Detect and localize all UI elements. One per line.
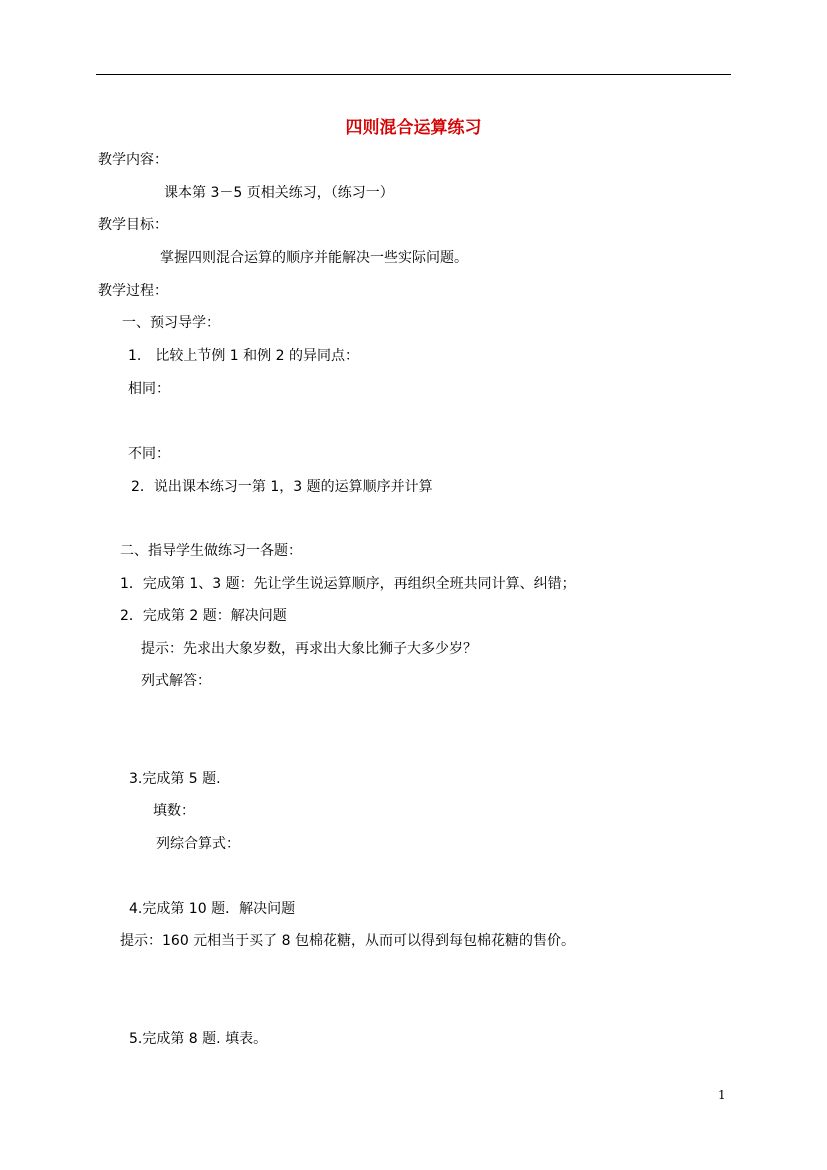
section-heading-content: 教学内容： (98, 152, 168, 168)
label-solve: 列式解答： (141, 673, 211, 689)
page-number: 1 (718, 1088, 726, 1102)
exercise-item-4: 4.完成第 10 题．解决问题 (129, 901, 296, 917)
label-same: 相同： (128, 381, 170, 397)
hint-elephant: 提示：先求出大象岁数，再求出大象比狮子大多少岁？ (141, 641, 477, 657)
question-order: 2．说出课本练习一第 1，3 题的运算顺序并计算 (131, 479, 433, 495)
goals-text: 掌握四则混合运算的顺序并能解决一些实际问题。 (160, 250, 468, 266)
process-part-one: 一、预习导学： (122, 315, 220, 331)
label-combined-formula: 列综合算式： (156, 836, 240, 852)
process-part-two: 二、指导学生做练习一各题： (120, 543, 302, 559)
label-different: 不同： (128, 446, 170, 462)
document-title: 四则混合运算练习 (345, 118, 482, 138)
exercise-item-5: 5.完成第 8 题. 填表。 (129, 1031, 268, 1047)
section-heading-process: 教学过程： (98, 283, 168, 299)
exercise-item-1: 1．完成第 1、3 题：先让学生说运算顺序，再组织全班共同计算、纠错； (120, 576, 576, 592)
question-compare: 1. 比较上节例 1 和例 2 的异同点： (128, 348, 359, 364)
label-fill-number: 填数： (153, 803, 195, 819)
hint-cotton-candy: 提示：160 元相当于买了 8 包棉花糖，从而可以得到每包棉花糖的售价。 (120, 933, 575, 949)
header-rule (96, 74, 731, 75)
exercise-item-3: 3.完成第 5 题. (129, 771, 221, 787)
content-text: 课本第 3－5 页相关练习，（练习一） (164, 185, 394, 201)
exercise-item-2: 2．完成第 2 题：解决问题 (120, 608, 287, 624)
section-heading-goals: 教学目标： (98, 217, 168, 233)
